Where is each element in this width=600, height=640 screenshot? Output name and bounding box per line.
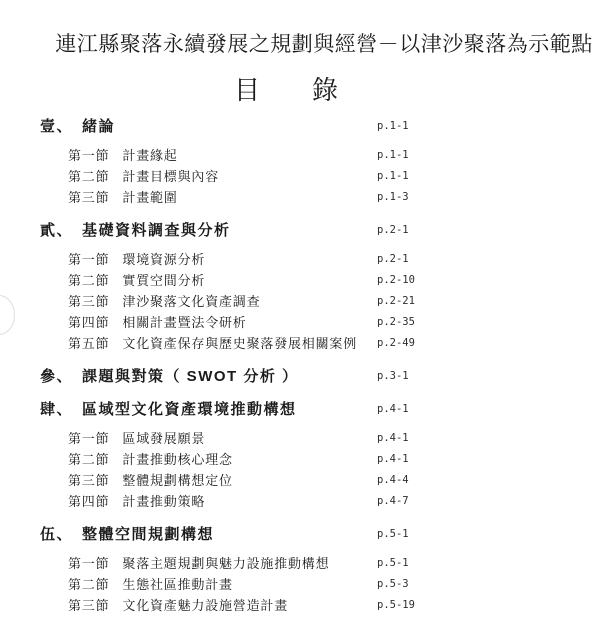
section-title: 環境資源分析 <box>122 252 206 267</box>
section-title: 整體規劃構想定位 <box>122 473 233 488</box>
chapter-number: 肆、 <box>40 401 74 418</box>
section-label: 第一節 <box>68 431 110 446</box>
section-label: 第一節 <box>68 148 110 163</box>
section-label: 第四節 <box>68 315 110 330</box>
toc-item-row <box>0 291 600 312</box>
toc-item-row <box>0 187 600 208</box>
section-label: 第二節 <box>68 273 110 288</box>
chapter-page-number: p.4-1 <box>377 403 409 415</box>
section-label: 第五節 <box>68 336 110 351</box>
section-page-number: p.2-10 <box>377 274 415 286</box>
section-page-number: p.4-7 <box>377 495 409 507</box>
toc-item-row <box>0 312 600 333</box>
section-label: 第四節 <box>68 494 110 509</box>
toc-item-row <box>0 449 600 470</box>
section-label: 第三節 <box>68 294 110 309</box>
chapter-number: 壹、 <box>40 118 74 135</box>
chapter-page-number: p.5-1 <box>377 528 409 540</box>
section-title: 聚落主題規劃與魅力設施推動構想 <box>122 556 330 571</box>
toc-list <box>0 116 600 616</box>
chapter-page-number: p.1-1 <box>377 120 409 132</box>
toc-item-row <box>0 491 600 512</box>
section-page-number: p.4-1 <box>377 453 409 465</box>
section-title: 文化資產保存與歷史聚落發展相關案例 <box>122 336 358 351</box>
section-title: 津沙聚落文化資產調查 <box>122 294 261 309</box>
section-title: 計畫目標與內容 <box>122 169 220 184</box>
chapter-number: 伍、 <box>40 526 74 543</box>
section-title: 計畫推動核心理念 <box>122 452 233 467</box>
toc-chapter-row <box>0 366 600 387</box>
toc-chapter-row <box>0 116 600 137</box>
document-title: 連江縣聚落永續發展之規劃與經營－以津沙聚落為示範點 <box>55 32 593 56</box>
section-title: 生態社區推動計畫 <box>122 577 233 592</box>
section-title: 相關計畫暨法令研析 <box>122 315 247 330</box>
chapter-title: 緒論 <box>82 118 116 135</box>
section-label: 第二節 <box>68 577 110 592</box>
chapter-page-number: p.2-1 <box>377 224 409 236</box>
section-page-number: p.1-3 <box>377 191 409 203</box>
toc-heading: 目 錄 <box>233 76 338 105</box>
section-label: 第三節 <box>68 190 110 205</box>
chapter-title: 基礎資料調查與分析 <box>82 222 231 239</box>
section-label: 第二節 <box>68 452 110 467</box>
section-page-number: p.5-1 <box>377 557 409 569</box>
section-page-number: p.4-4 <box>377 474 409 486</box>
toc-item-row <box>0 145 600 166</box>
toc-item-row <box>0 249 600 270</box>
section-page-number: p.5-3 <box>377 578 409 590</box>
section-title: 文化資產魅力設施營造計畫 <box>122 598 289 613</box>
section-page-number: p.2-35 <box>377 316 415 328</box>
section-page-number: p.2-49 <box>377 337 415 349</box>
section-title: 計畫範圍 <box>122 190 178 205</box>
section-page-number: p.1-1 <box>377 149 409 161</box>
section-label: 第一節 <box>68 556 110 571</box>
chapter-number: 參、 <box>40 368 74 385</box>
section-page-number: p.2-1 <box>377 253 409 265</box>
chapter-title: 整體空間規劃構想 <box>82 526 215 543</box>
section-title: 計畫推動策略 <box>122 494 206 509</box>
chapter-title: 區域型文化資產環境推動構想 <box>82 401 297 418</box>
toc-item-row <box>0 428 600 449</box>
toc-item-row <box>0 553 600 574</box>
section-label: 第三節 <box>68 598 110 613</box>
section-title: 區域發展願景 <box>122 431 206 446</box>
toc-item-row <box>0 595 600 616</box>
toc-item-row <box>0 470 600 491</box>
toc-item-row <box>0 166 600 187</box>
toc-chapter-row <box>0 399 600 420</box>
section-page-number: p.5-19 <box>377 599 415 611</box>
toc-chapter-row <box>0 524 600 545</box>
section-page-number: p.2-21 <box>377 295 415 307</box>
toc-item-row <box>0 333 600 354</box>
section-label: 第二節 <box>68 169 110 184</box>
section-page-number: p.1-1 <box>377 170 409 182</box>
chapter-number: 貳、 <box>40 222 74 239</box>
toc-item-row <box>0 574 600 595</box>
section-label: 第一節 <box>68 252 110 267</box>
section-page-number: p.4-1 <box>377 432 409 444</box>
toc-item-row <box>0 270 600 291</box>
chapter-page-number: p.3-1 <box>377 370 409 382</box>
toc-chapter-row <box>0 220 600 241</box>
section-label: 第三節 <box>68 473 110 488</box>
section-title: 實質空間分析 <box>122 273 206 288</box>
chapter-title: 課題與對策（ SWOT 分析 ） <box>82 368 299 385</box>
section-title: 計畫緣起 <box>122 148 178 163</box>
